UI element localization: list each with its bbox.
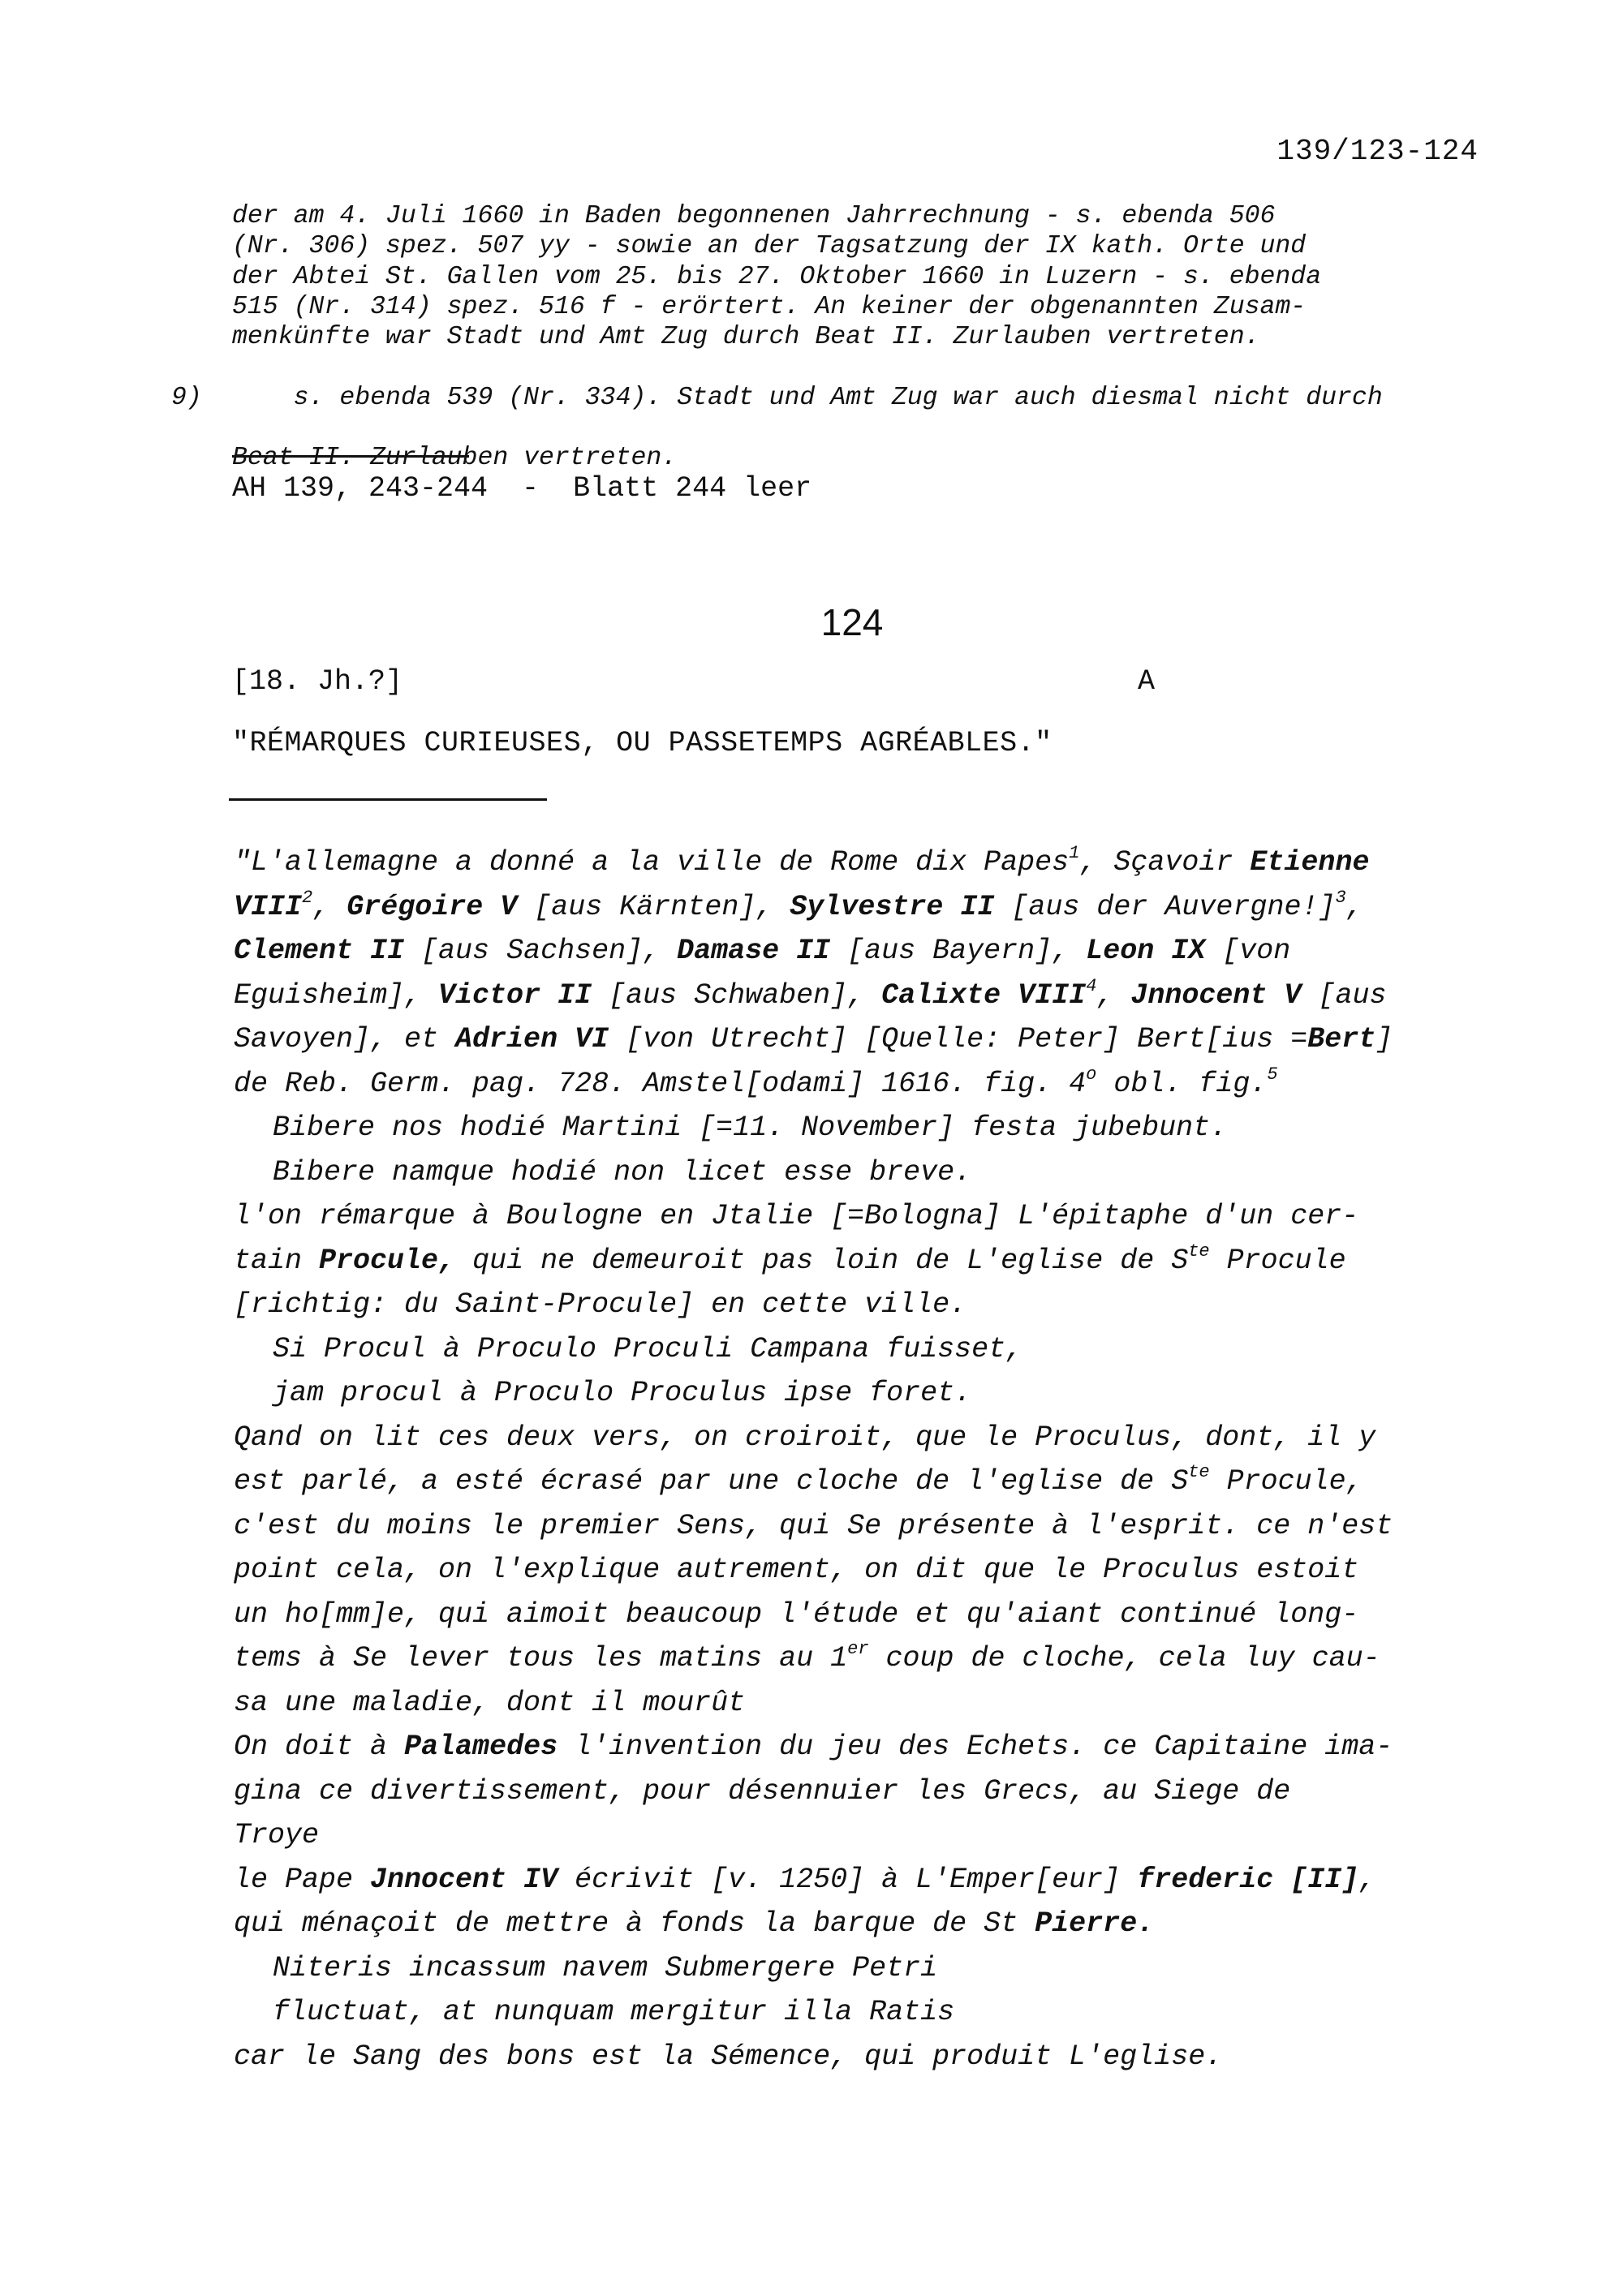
body-line: qui ménaçoit de mettre à fonds la barque de St Pierre. [234, 1907, 1155, 1940]
pope-name: Leon IX [1086, 935, 1206, 967]
body-line: sa une maladie, dont il mourût [234, 1686, 746, 1719]
footnote-divider [232, 455, 469, 458]
pope-name: Jnnocent V [1130, 978, 1302, 1012]
body-line: gina ce divertissement, pour désennuier les Grecs, au Siege de [234, 1774, 1291, 1808]
footnote-9 [171, 352, 1466, 443]
body-line: Troye [234, 1819, 320, 1851]
footnote-line: der am 4. Juli 1660 in Baden begonnenen Jahrrechnung - s. ebenda 506 [232, 202, 1276, 230]
body-line: Clement II [aus Sachsen], Damase II [aus Bayern], Leon IX [von [234, 935, 1291, 967]
emperor-name: frederic [II] [1137, 1863, 1359, 1896]
footnote-line: (Nr. 306) spez. 507 yy - sowie an der Tagsatzung der IX kath. Orte und [232, 232, 1307, 261]
person-name: Procule, [319, 1244, 456, 1277]
page-number: 139/123-124 [1276, 135, 1479, 168]
footnote-line: der Abtei St. Gallen vom 25. bis 27. Oktober 1660 in Luzern - s. ebenda [232, 262, 1322, 291]
source-reference: AH 139, 243-244 - Blatt 244 leer [232, 472, 812, 505]
body-line: de Reb. Germ. pag. 728. Amstel[odami] 1616. fig. 4$^o$ obl. fig.$^5$ [234, 1064, 1278, 1100]
body-line: tain Procule, qui ne demeuroit pas loin de L'eglise de $S^{te}$ Procule [234, 1240, 1346, 1277]
body-line: tems à Se lever tous les matins au 1er coup de cloche, cela luy cau- [234, 1639, 1380, 1675]
verse-line: jam procul à Proculo Proculus ipse foret. [273, 1377, 972, 1409]
person-name: Palamedes [404, 1731, 558, 1763]
pope-name: Grégoire V [347, 890, 518, 923]
body-line: [richtig: du Saint-Procule] en cette ville. [234, 1288, 967, 1321]
footnote-line: menkünfte war Stadt und Amt Zug durch Beat II. Zurlauben vertreten. [232, 323, 1260, 352]
body-line: le Pape Jnnocent IV écrivit [v. 1250] à L'Emper[eur] frederic [II], [234, 1863, 1376, 1896]
verse-line: Si Procul à Proculo Proculi Campana fuisset, [273, 1332, 1023, 1365]
transcription-body [234, 841, 1475, 2079]
body-line: VIII$^2$, Grégoire V [aus Kärnten], Sylvestre II [aus der Auvergne!]$^3$, [234, 887, 1363, 923]
footnote-number: 9) [171, 383, 202, 412]
body-line: point cela, on l'explique autrement, on dit que le Proculus estoit [234, 1554, 1359, 1586]
document-title: "RÉMARQUES CURIEUSES, OU PASSETEMPS AGRÉABLES." [232, 727, 1053, 759]
verse-line: fluctuat, at nunquam mergitur illa Ratis [273, 1996, 955, 2028]
person-name: Pierre. [1035, 1907, 1155, 1940]
body-line: l'on rémarque à Boulogne en Jtalie [=Bologna] L'épitaphe d'un cer- [234, 1200, 1359, 1232]
document-number-text: 124 [820, 601, 884, 643]
pope-name: Victor II [438, 978, 592, 1012]
document-number [0, 600, 1623, 644]
body-line: Savoyen], et Adrien VI [von Utrecht] [Quelle: Peter] Bert[ius =Bert] [234, 1023, 1393, 1056]
author-name: Bert [1307, 1023, 1376, 1056]
body-line: un ho[mm]e, qui aimoit beaucoup l'étude et qu'aiant continué long- [234, 1597, 1359, 1631]
pope-name: Calixte VIII [881, 978, 1087, 1012]
body-line: Qand on lit ces deux vers, on croiroit, que le Proculus, dont, il y [234, 1421, 1376, 1454]
document-type: A [1138, 665, 1156, 698]
verse-line: Bibere namque hodié non licet esse breve. [273, 1155, 972, 1189]
body-line: est parlé, a esté écrasé par une cloche de l'eglise de $S^{te}$ Procule, [234, 1462, 1363, 1498]
pope-name: Sylvestre II [790, 890, 995, 923]
body-line: c'est du moins le premier Sens, qui Se présente à l'esprit. ce n'est [234, 1509, 1393, 1542]
document-date: [18. Jh.?] [232, 665, 403, 698]
pope-name: Etienne [1250, 846, 1370, 879]
body-line: On doit à Palamedes l'invention du jeu des Echets. ce Capitaine ima- [234, 1731, 1393, 1763]
footnotes [171, 201, 1466, 474]
footnote-line: Beat II. Zurlauben vertreten. [232, 444, 678, 473]
pope-name: Damase II [677, 935, 831, 967]
pope-name: Jnnocent IV [370, 1863, 558, 1896]
footnote-line: 515 (Nr. 314) spez. 516 f - erörtert. An keiner der obgenannten Zusam- [232, 292, 1307, 321]
pope-name: Adrien VI [455, 1023, 609, 1056]
verse-line: Bibere nos hodié Martini [=11. November] festa jubebunt. [273, 1111, 1228, 1144]
body-line: Eguisheim], Victor II [aus Schwaben], Calixte VIII$^4$, Jnnocent V [aus [234, 975, 1387, 1012]
body-line: "L'allemagne a donné a la ville de Rome dix Papes$^1$, Sçavoir Etienne [234, 843, 1370, 879]
pope-name: VIII [234, 890, 303, 923]
pope-name: Clement II [234, 935, 405, 967]
body-line: car le Sang des bons est la Sémence, qui produit L'eglise. [234, 2040, 1223, 2073]
title-divider [229, 798, 547, 801]
verse-line: Niteris incassum navem Submergere Petri [273, 1951, 938, 1984]
footnote-text: s. ebenda 539 (Nr. 334). Stadt und Amt Zug war auch diesmal nicht durch [293, 383, 1383, 412]
